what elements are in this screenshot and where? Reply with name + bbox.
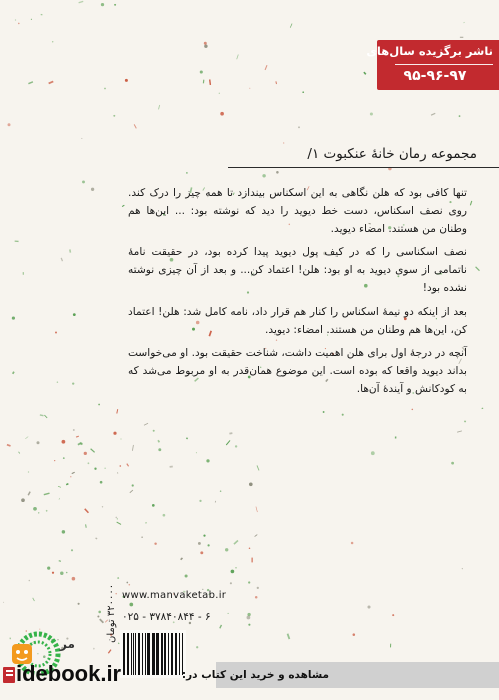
paper-speck: [81, 138, 82, 139]
paper-speck: [248, 581, 250, 583]
paper-speck: [76, 436, 79, 438]
paper-speck: [57, 381, 58, 382]
paper-speck: [390, 644, 391, 648]
paper-speck: [113, 115, 115, 117]
paper-speck: [458, 115, 460, 117]
paper-speck: [462, 568, 463, 569]
paper-speck: [233, 540, 238, 545]
paper-speck: [290, 23, 293, 27]
paper-speck: [470, 201, 472, 206]
paper-speck: [115, 517, 117, 519]
paper-speck: [62, 530, 65, 533]
paper-speck: [412, 409, 414, 411]
paper-speck: [353, 633, 356, 636]
paper-speck: [203, 535, 205, 537]
price-label: ۳۲۰۰۰۰ تومان: [106, 584, 117, 644]
paper-speck: [72, 577, 76, 581]
paper-speck: [302, 91, 304, 93]
paper-speck: [93, 648, 94, 650]
paper-speck: [256, 507, 258, 513]
award-badge: [366, 40, 499, 90]
paper-speck: [220, 490, 222, 492]
paper-speck: [200, 70, 203, 73]
paper-speck: [105, 468, 106, 469]
paper-speck: [257, 587, 259, 589]
paper-speck: [370, 112, 373, 115]
paper-speck: [122, 205, 125, 207]
paper-speck: [254, 534, 257, 537]
paper-speck: [100, 481, 103, 484]
paper-speck: [48, 81, 53, 85]
paper-speck: [90, 448, 95, 453]
synopsis-paragraph: تنها کافی بود که هلن نگاهی به این اسکناس بیندازد تا همه چیز را درک کند. روی نصف اسکناس، دست خط دیوید را دید که نوشته بود: ... این‌ها هم وطنان من هستند. امضاء دیوید.: [128, 187, 467, 235]
paper-speck: [40, 414, 44, 416]
synopsis: [128, 185, 467, 405]
paper-speck: [113, 432, 116, 435]
paper-speck: [21, 498, 25, 502]
paper-speck: [38, 512, 39, 513]
paper-speck: [61, 258, 64, 262]
paper-speck: [231, 570, 235, 574]
paper-speck: [15, 241, 19, 243]
paper-speck: [235, 567, 237, 569]
paper-speck: [323, 411, 325, 413]
paper-speck: [153, 430, 155, 432]
publisher-logo-text: مر: [60, 637, 75, 651]
paper-speck: [29, 580, 31, 582]
paper-speck: [395, 436, 397, 438]
paper-speck: [219, 93, 220, 94]
paper-speck: [71, 472, 74, 474]
paper-speck: [94, 468, 96, 470]
paper-speck: [101, 3, 104, 6]
paper-speck: [255, 596, 258, 599]
paper-speck: [102, 506, 103, 507]
paper-speck: [70, 476, 71, 478]
paper-speck: [367, 605, 370, 608]
paper-speck: [18, 23, 20, 25]
paper-speck: [36, 441, 39, 444]
paper-speck: [129, 603, 133, 607]
paper-speck: [236, 54, 238, 59]
paper-speck: [78, 1, 83, 4]
paper-speck: [249, 88, 250, 89]
paper-speck: [451, 462, 454, 465]
paper-speck: [342, 414, 344, 416]
paper-speck: [120, 438, 121, 439]
paper-speck: [219, 625, 222, 629]
paper-speck: [203, 80, 205, 84]
paper-speck: [207, 544, 209, 546]
publisher-phone: ۰۲۵ - ۳۷۸۴۰۸۴۴ - ۶: [122, 611, 211, 623]
paper-speck: [73, 429, 75, 431]
paper-speck: [119, 465, 121, 467]
paper-speck: [72, 382, 74, 384]
paper-speck: [129, 584, 131, 586]
paper-speck: [276, 171, 279, 174]
paper-speck: [15, 19, 16, 20]
paper-speck: [475, 266, 480, 271]
paper-speck: [3, 602, 4, 603]
paper-speck: [125, 79, 128, 82]
paper-speck: [28, 81, 33, 84]
paper-speck: [257, 465, 260, 470]
paper-speck: [185, 574, 188, 577]
paper-speck: [114, 4, 116, 6]
series-title: مجموعه رمان خانهٔ عنکبوت ۱/: [307, 146, 477, 162]
paper-speck: [117, 472, 118, 474]
paper-speck: [132, 484, 134, 486]
paper-speck: [85, 524, 87, 528]
paper-speck: [225, 548, 228, 551]
paper-speck: [82, 180, 85, 183]
paper-speck: [200, 551, 203, 554]
paper-speck: [63, 457, 65, 459]
paper-speck: [158, 448, 161, 451]
watermark-caption: مشاهده و خرید این کتاب در:: [216, 662, 499, 688]
award-badge-title: ناشر برگزیده سال‌های: [366, 44, 493, 58]
paper-speck: [206, 459, 209, 462]
paper-speck: [28, 471, 29, 472]
paper-speck: [249, 548, 251, 550]
paper-speck: [32, 598, 35, 602]
paper-speck: [460, 37, 463, 38]
paper-speck: [392, 614, 394, 616]
paper-speck: [287, 633, 291, 639]
paper-speck: [132, 445, 134, 451]
paper-speck: [95, 537, 97, 539]
paper-speck: [249, 482, 253, 486]
paper-speck: [116, 409, 118, 414]
paper-speck: [126, 582, 128, 584]
paper-speck: [55, 332, 57, 334]
paper-speck: [180, 557, 183, 560]
paper-speck: [78, 603, 80, 605]
paper-speck: [220, 112, 224, 116]
paper-speck: [141, 537, 142, 538]
paper-speck: [41, 14, 43, 15]
paper-speck: [116, 522, 121, 525]
paper-speck: [66, 483, 69, 485]
paper-speck: [31, 19, 32, 20]
paper-speck: [457, 431, 462, 433]
paper-speck: [12, 317, 15, 320]
paper-speck: [73, 313, 76, 316]
paper-speck: [104, 88, 106, 90]
paper-speck: [33, 507, 37, 511]
paper-speck: [215, 501, 216, 503]
paper-speck: [284, 142, 285, 144]
paper-speck: [99, 619, 104, 624]
paper-speck: [363, 72, 366, 75]
paper-speck: [60, 572, 63, 575]
paper-speck: [482, 408, 484, 409]
paper-speck: [84, 452, 87, 455]
paper-speck: [154, 542, 156, 544]
paper-speck: [66, 572, 68, 574]
paper-speck: [431, 113, 436, 116]
paper-speck: [351, 542, 354, 545]
watermark-site[interactable]: idebook.ir: [16, 661, 122, 686]
paper-speck: [204, 44, 207, 47]
paper-speck: [144, 423, 148, 426]
paper-speck: [145, 522, 147, 524]
paper-speck: [228, 613, 229, 614]
paper-speck: [209, 79, 211, 85]
paper-speck: [134, 124, 137, 129]
paper-speck: [12, 371, 15, 374]
paper-speck: [46, 510, 48, 512]
paper-speck: [204, 42, 207, 45]
paper-speck: [62, 440, 66, 444]
paper-speck: [52, 572, 54, 574]
paper-speck: [59, 498, 60, 500]
paper-speck: [170, 466, 173, 468]
paper-speck: [186, 172, 188, 174]
paper-speck: [196, 646, 198, 648]
paper-speck: [163, 514, 166, 517]
award-badge-divider: [395, 64, 493, 65]
paper-speck: [298, 126, 300, 128]
paper-speck: [117, 577, 119, 579]
paper-speck: [229, 432, 232, 434]
paper-speck: [248, 624, 250, 626]
paper-speck: [158, 105, 160, 110]
paper-speck: [157, 440, 160, 443]
paper-speck: [97, 615, 99, 617]
paper-speck: [44, 492, 50, 495]
paper-speck: [196, 452, 197, 453]
paper-speck: [23, 272, 24, 275]
paper-speck: [91, 188, 94, 191]
paper-speck: [71, 549, 73, 551]
paper-speck: [84, 508, 89, 513]
paper-speck: [44, 415, 47, 418]
paper-speck: [247, 613, 250, 616]
paper-speck: [199, 500, 201, 502]
paper-speck: [251, 558, 253, 563]
paper-speck: [230, 582, 232, 584]
paper-speck: [130, 490, 134, 493]
publisher-website[interactable]: www.manvaketab.ir: [122, 590, 227, 601]
paper-speck: [98, 404, 100, 406]
paper-speck: [463, 22, 465, 23]
paper-speck: [198, 542, 201, 545]
paper-speck: [54, 460, 55, 461]
paper-speck: [98, 611, 101, 614]
paper-speck: [235, 445, 237, 447]
paper-speck: [52, 41, 53, 42]
paper-speck: [88, 462, 90, 464]
paper-speck: [28, 491, 31, 495]
paper-speck: [262, 174, 265, 177]
paper-speck: [8, 123, 11, 126]
paper-speck: [275, 81, 277, 84]
paper-speck: [25, 436, 28, 439]
paper-speck: [69, 249, 71, 252]
paper-speck: [117, 518, 118, 519]
paper-speck: [58, 486, 61, 488]
paper-speck: [152, 504, 155, 507]
paper-speck: [186, 438, 188, 440]
award-badge-years: ۹۵-۹۶-۹۷: [403, 68, 467, 84]
synopsis-paragraph: آنچه در درجهٔ اول برای هلن اهمیت داشت، شناخت حقیقت بود. او می‌خواست بداند دیوید واقعا که بوده است. این موضوع همان‌قدر به او مربوط می‌شد که به کودکانش و آیندهٔ آن‌ها.: [128, 347, 467, 395]
paper-speck: [7, 444, 11, 447]
paper-speck: [47, 567, 50, 570]
title-rule: [228, 167, 499, 168]
synopsis-paragraph: بعد از اینکه دو نیمهٔ اسکناس را کنار هم قرار داد، نامه کامل شد: هلن! اعتماد کن، این‌ها هم وطنان من هستند. امضاء: دیوید.: [128, 305, 467, 336]
paper-speck: [247, 616, 251, 620]
paper-speck: [18, 452, 20, 454]
paper-speck: [371, 451, 375, 455]
paper-speck: [226, 440, 231, 445]
paper-speck: [464, 421, 466, 423]
paper-speck: [59, 560, 62, 562]
paper-speck: [265, 65, 268, 70]
paper-speck: [126, 463, 129, 466]
synopsis-paragraph: نصف اسکناسی را که در کیف پول دیوید پیدا کرده بود، در حقیقت نامهٔ ناتمامی از سوی دیوید به او بود: هلن! اعتماد کن... و بعد از آن چیزی نوشته نشده بود!: [128, 246, 467, 294]
